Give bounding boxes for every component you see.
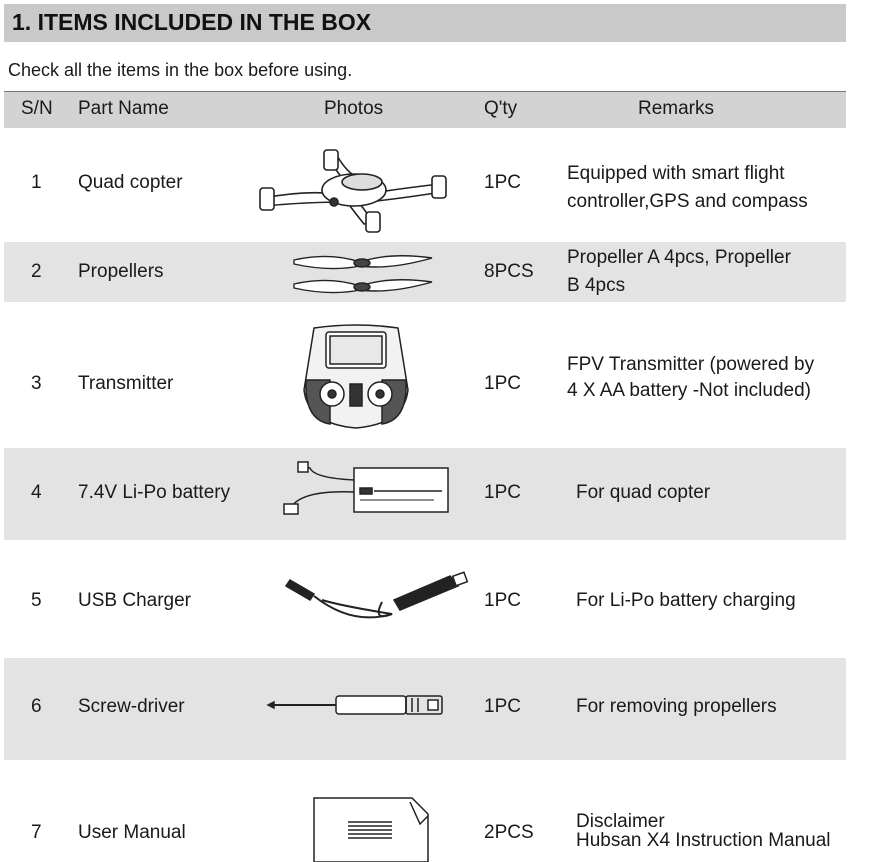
col-remarks: Remarks	[638, 98, 715, 119]
row-sn: 1	[31, 172, 42, 193]
remarks-line: Hubsan X4 Instruction Manual	[576, 830, 831, 851]
row-sn: 7	[31, 822, 42, 843]
row-part-name: Transmitter	[78, 373, 174, 394]
row-part-name: Propellers	[78, 261, 164, 282]
col-part-name: Part Name	[78, 98, 169, 119]
row-part-name: 7.4V Li-Po battery	[78, 482, 231, 503]
row-sn: 5	[31, 590, 42, 611]
row-part-name: USB Charger	[78, 590, 191, 611]
row-remarks	[576, 812, 831, 850]
row-remarks	[567, 352, 814, 404]
screwdriver-icon	[266, 692, 446, 718]
propellers-icon	[290, 250, 436, 296]
row-sn: 6	[31, 696, 42, 717]
remarks-line: Disclaimer	[576, 811, 665, 832]
col-sn: S/N	[21, 98, 53, 119]
row-sn: 4	[31, 482, 42, 503]
manual-icon	[310, 794, 434, 862]
table-row	[4, 302, 846, 448]
transmitter-icon	[300, 320, 412, 432]
row-sn: 3	[31, 373, 42, 394]
table-header	[4, 91, 846, 128]
remarks-line: B 4pcs	[567, 275, 626, 296]
remarks-line: 4 X AA battery -Not included)	[567, 380, 811, 401]
section-title: 1. ITEMS INCLUDED IN THE BOX	[12, 9, 372, 35]
row-remarks	[567, 244, 791, 300]
remarks-line: controller,GPS and compass	[567, 191, 808, 212]
row-part-name: Screw-driver	[78, 696, 185, 717]
row-sn: 2	[31, 261, 42, 282]
table-row	[4, 448, 846, 540]
row-qty: 2PCS	[484, 822, 534, 843]
table-row	[4, 658, 846, 760]
table-row	[4, 540, 846, 658]
table-row	[4, 128, 846, 242]
row-remarks: For Li-Po battery charging	[576, 590, 796, 611]
table-row	[4, 242, 846, 302]
row-remarks: For removing propellers	[576, 696, 777, 717]
row-qty: 1PC	[484, 482, 521, 503]
row-part-name: User Manual	[78, 822, 186, 843]
row-qty: 1PC	[484, 373, 521, 394]
row-qty: 1PC	[484, 696, 521, 717]
col-photos: Photos	[324, 98, 384, 119]
row-part-name: Quad copter	[78, 172, 183, 193]
row-remarks	[567, 160, 808, 216]
remarks-line: Equipped with smart flight	[567, 163, 785, 184]
row-qty: 8PCS	[484, 261, 534, 282]
quadcopter-icon	[244, 140, 464, 236]
table-row	[4, 760, 846, 862]
row-qty: 1PC	[484, 172, 521, 193]
section-header	[4, 4, 846, 42]
usb-charger-icon	[282, 566, 472, 632]
remarks-line: Propeller A 4pcs, Propeller	[567, 247, 791, 268]
row-qty: 1PC	[484, 590, 521, 611]
row-remarks: For quad copter	[576, 482, 711, 503]
battery-icon	[274, 460, 454, 526]
col-qty: Q'ty	[484, 98, 518, 119]
remarks-line: FPV Transmitter (powered by	[567, 354, 815, 375]
intro-text: Check all the items in the box before using.	[8, 60, 353, 80]
